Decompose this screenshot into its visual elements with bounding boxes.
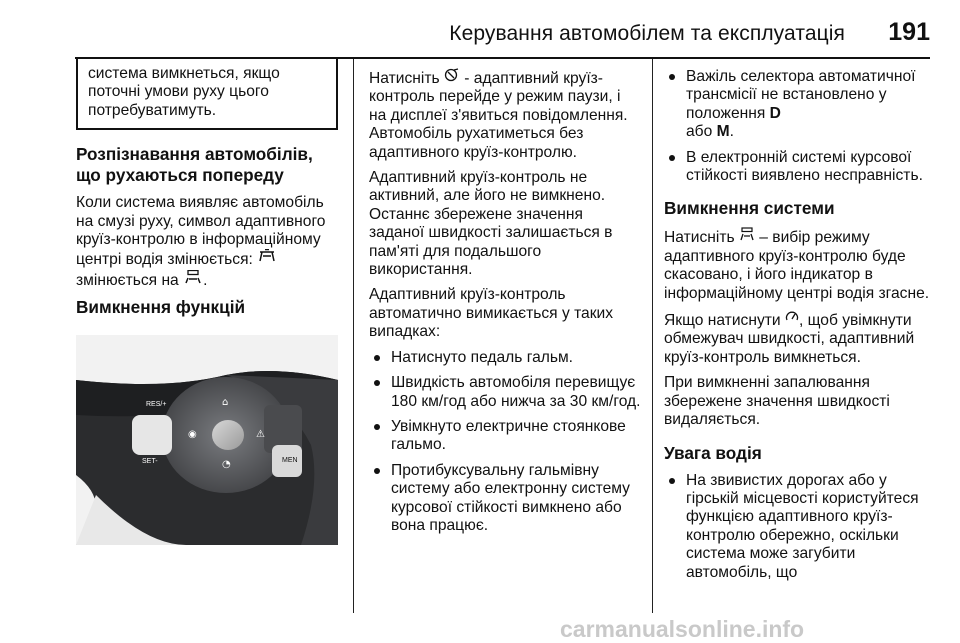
column-1 <box>76 59 338 326</box>
list-item: На звивистих дорогах або у гірській місцевості користуйтеся функцією адаптивного круїз-контролю обережно, оскільки система може загубити автомобіль, що <box>664 472 936 582</box>
watermark: carmanualsonline.info <box>560 616 805 642</box>
bullet-icon <box>374 468 380 474</box>
bullet-icon <box>374 380 380 386</box>
driver-attention-list <box>664 472 936 582</box>
note-box <box>76 59 338 130</box>
list-item: Натиснуто педаль гальм. <box>369 349 641 367</box>
pause-text: Натисніть - адаптивний круїз-контроль перейде у режим паузи, і на дисплеї з'явиться повідомлення. Автомобіль рухатиметься без адаптивного круїз-контролю. <box>369 70 628 161</box>
column-3 <box>664 68 936 589</box>
ignition-off-text: При вимкненні запалювання збережене значення швидкості видаляється. <box>664 374 890 429</box>
svg-text:⌂: ⌂ <box>222 397 229 408</box>
svg-text:⚠: ⚠ <box>256 429 265 440</box>
page-number: 191 <box>888 18 930 46</box>
section-title-vehicle-detection: Розпізнавання автомобілів, що рухаються попереду <box>76 144 313 186</box>
set-minus-label: SET- <box>142 458 158 465</box>
acc-pause-button-icon <box>444 68 460 87</box>
bullet-icon <box>374 424 380 430</box>
auto-disable-text: Адаптивний круїз-контроль автоматично вимикається у таких випадках: <box>369 286 614 341</box>
column-divider-2 <box>652 59 653 613</box>
bullet-icon <box>669 155 675 161</box>
column-divider-1 <box>353 59 354 613</box>
acc-symbol-icon <box>257 249 277 268</box>
acc-vehicle-ahead-icon <box>183 270 203 289</box>
list-item: Важіль селектора автоматичної трансмісії не встановлено у положення D або M. <box>664 68 936 142</box>
steering-wheel-controls-image <box>76 335 338 545</box>
running-header-title: Керування автомобілем та експлуатація <box>449 22 845 45</box>
section-title-disable-functions: Вимкнення функцій <box>76 297 246 318</box>
note-text: система вимкнеться, якщо поточні умови руху цього потребуватимуть. <box>88 65 280 119</box>
list-item: Протибуксувальну гальмівну систему або електронну систему курсової стійкості вимкнено або вона працює. <box>369 462 641 536</box>
speed-limiter-button-icon <box>785 310 799 329</box>
acc-mode-button-icon <box>739 227 755 246</box>
vehicle-detection-text: Коли система виявляє автомобіль на смузі руху, символ адаптивного круїз-контролю в інформаційному центрі водія змінюється: змінюється на . <box>76 194 326 289</box>
speed-limiter-text: Якщо натиснути , щоб увімкнути обмежувач швидкості, адаптивний круїз-контроль вимкнеться. <box>664 312 915 366</box>
not-active-text: Адаптивний круїз-контроль не активний, але його не вимкнено. Останнє збережене значення заданої швидкості залишається в пам'яті для подальшого використання. <box>369 169 613 279</box>
auto-disable-list <box>369 349 641 536</box>
svg-text:◉: ◉ <box>188 429 197 440</box>
list-item: Увімкнуто електричне стоянкове гальмо. <box>369 418 641 455</box>
bullet-icon <box>669 74 675 80</box>
system-off-text: Натисніть – вибір режиму адаптивного круїз-контролю буде скасовано, і його індикатор в інформаційному центрі водія згасне. <box>664 229 930 302</box>
bullet-icon <box>669 478 675 484</box>
column-2 <box>369 68 641 542</box>
list-item: В електронній системі курсової стійкості виявлено несправність. <box>664 149 936 186</box>
auto-disable-list-continued <box>664 68 936 185</box>
list-item: Швидкість автомобіля перевищує 180 км/год або нижча за 30 км/год. <box>369 374 641 411</box>
bullet-icon <box>374 355 380 361</box>
res-plus-label: RES/+ <box>146 401 167 408</box>
section-title-system-off: Вимкнення системи <box>664 198 835 219</box>
svg-text:◔: ◔ <box>222 459 231 470</box>
section-title-driver-attention: Увага водія <box>664 442 762 463</box>
menu-label: MEN <box>282 457 298 464</box>
